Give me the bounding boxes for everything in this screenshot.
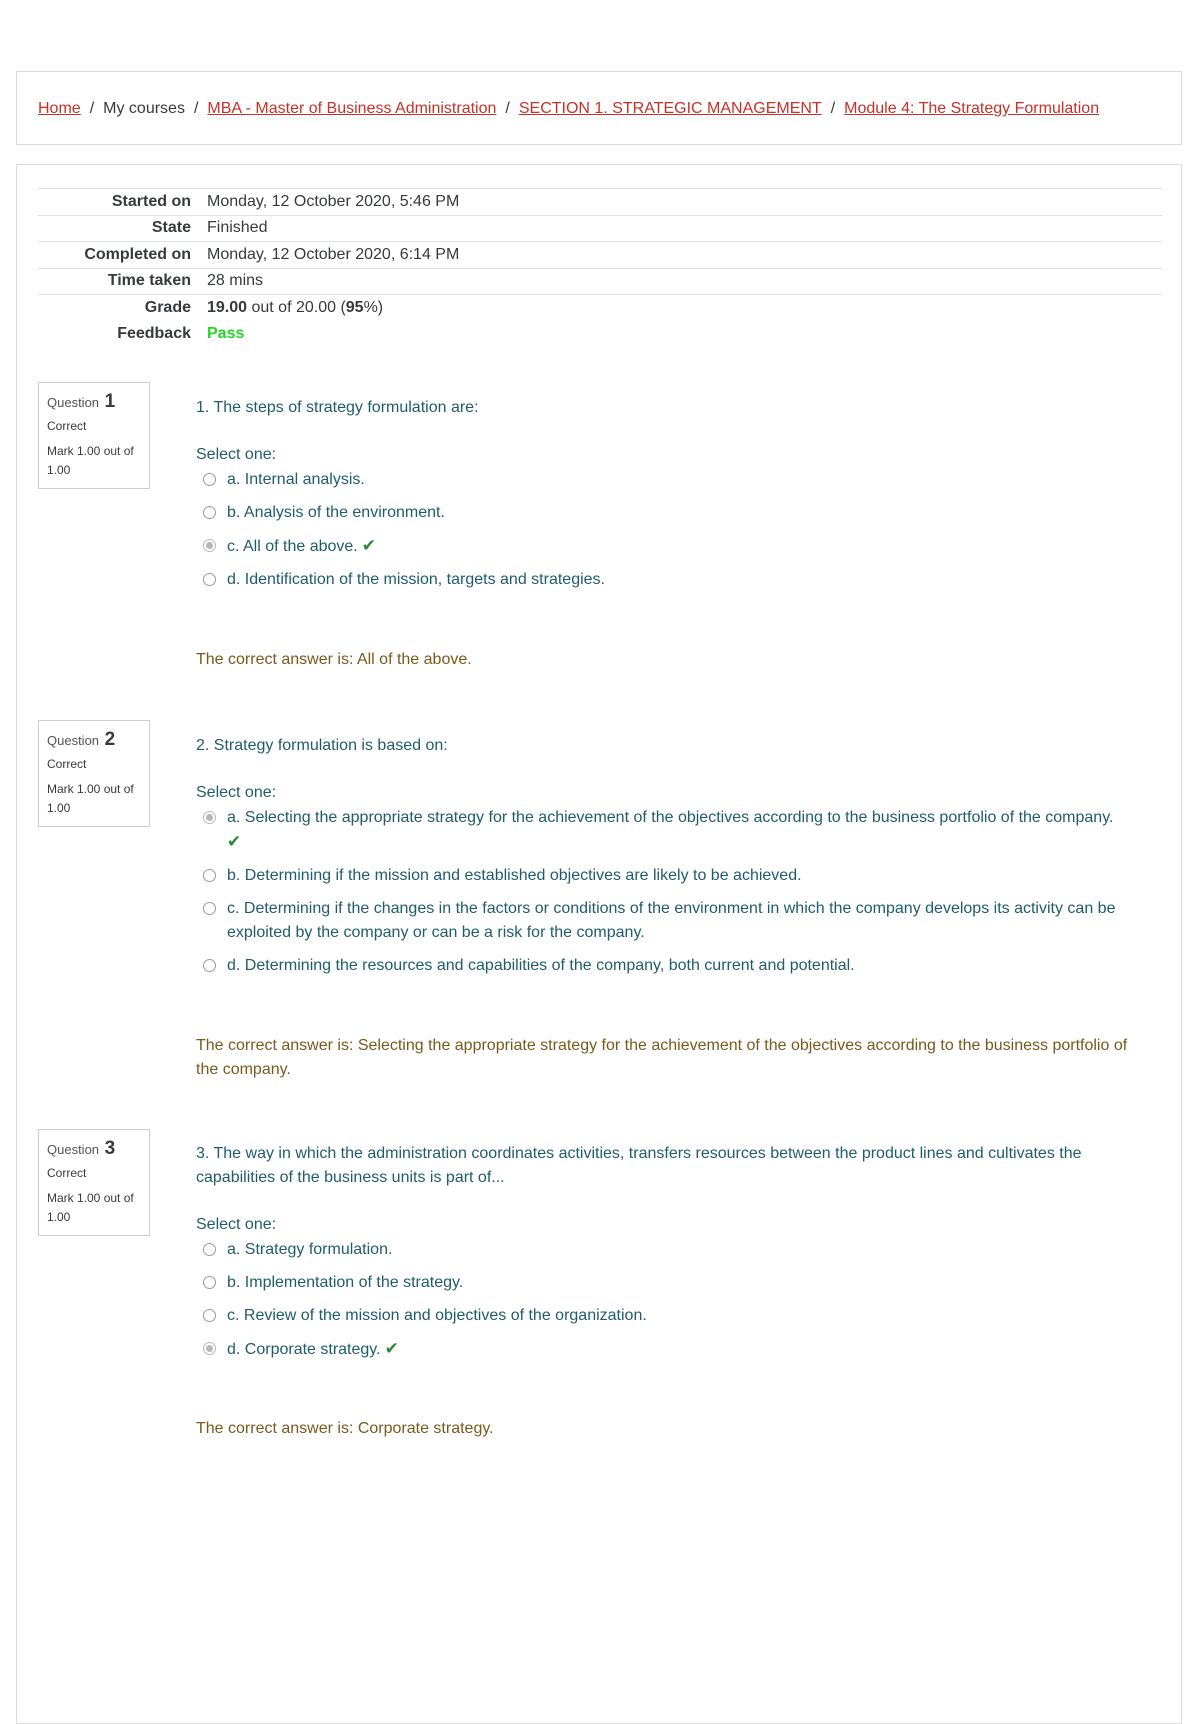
question-content-3 — [196, 1142, 1136, 1371]
radio-button[interactable] — [203, 869, 216, 882]
grade-rest: out of 20.00 ( — [247, 299, 346, 316]
answer-list — [196, 1238, 1136, 1362]
summary-row-time — [38, 268, 1162, 295]
question-label: Question — [47, 733, 100, 748]
correct-answer-feedback-3: The correct answer is: Corporate strategy. — [196, 1420, 494, 1437]
grade-value — [207, 295, 1162, 322]
answer-option[interactable] — [196, 1304, 1136, 1328]
grade-score: 19.00 — [207, 299, 248, 316]
answer-option[interactable] — [196, 468, 1136, 492]
answer-label: b. Determining if the mission and established objectives are likely to be achieved. — [227, 867, 802, 884]
correct-answer-feedback-1: The correct answer is: All of the above. — [196, 651, 472, 668]
breadcrumb-separator: / — [505, 100, 510, 117]
question-content-2 — [196, 734, 1136, 987]
select-one-prompt: Select one: — [196, 1216, 277, 1233]
radio-button[interactable] — [203, 1276, 216, 1289]
radio-button-selected[interactable] — [203, 1342, 216, 1355]
answer-list — [196, 806, 1136, 978]
question-info-2 — [38, 720, 150, 827]
answer-label: d. Corporate strategy. — [227, 1341, 381, 1358]
question-content-1 — [196, 396, 1136, 601]
radio-button[interactable] — [203, 473, 216, 486]
question-state: Correct — [47, 1166, 87, 1180]
question-state: Correct — [47, 419, 87, 433]
breadcrumb-bar — [16, 71, 1182, 145]
question-text: 3. The way in which the administration coordinates activities, transfers resources between the product lines and cultivates the capabilities of the business units is part of... — [196, 1145, 1082, 1186]
radio-button-selected[interactable] — [203, 539, 216, 552]
breadcrumb-my-courses: My courses — [103, 100, 185, 117]
answer-label: c. Determining if the changes in the factors or conditions of the environment in which the company develops its activity can be exploited by the company or can be a risk for the company. — [227, 900, 1116, 941]
answer-option[interactable] — [196, 568, 1136, 592]
summary-row-feedback — [38, 321, 1162, 348]
started-on-label: Started on — [38, 189, 207, 216]
select-one-prompt: Select one: — [196, 784, 277, 801]
correct-check-icon: ✔ — [361, 536, 376, 555]
answer-label: d. Determining the resources and capabilities of the company, both current and potential. — [227, 957, 855, 974]
answer-label: c. All of the above. — [227, 538, 358, 555]
question-info-1 — [38, 382, 150, 489]
question-state: Correct — [47, 757, 87, 771]
radio-button[interactable] — [203, 573, 216, 586]
answer-option[interactable] — [196, 1337, 1136, 1362]
grade-close: %) — [363, 299, 384, 316]
question-number-line — [47, 391, 141, 413]
question-number-line — [47, 729, 141, 751]
summary-row-state — [38, 215, 1162, 242]
correct-check-icon: ✔ — [227, 832, 242, 851]
answer-option[interactable] — [196, 897, 1136, 945]
question-label: Question — [47, 395, 100, 410]
radio-button[interactable] — [203, 506, 216, 519]
answer-option[interactable] — [196, 864, 1136, 888]
select-one-prompt: Select one: — [196, 446, 277, 463]
breadcrumb — [38, 100, 1099, 118]
answer-label: b. Analysis of the environment. — [227, 504, 445, 521]
answer-option[interactable] — [196, 534, 1136, 559]
radio-button[interactable] — [203, 1243, 216, 1256]
feedback-value: Pass — [207, 325, 245, 343]
breadcrumb-module-link[interactable]: Module 4: The Strategy Formulation — [844, 100, 1100, 117]
answer-label: a. Selecting the appropriate strategy for the achievement of the objectives according to the business portfolio of the company. — [227, 809, 1114, 826]
question-mark: Mark 1.00 out of 1.00 — [47, 444, 134, 477]
radio-button-selected[interactable] — [203, 811, 216, 824]
started-on-value: Monday, 12 October 2020, 5:46 PM — [207, 189, 1162, 216]
radio-button[interactable] — [203, 959, 216, 972]
answer-label: b. Implementation of the strategy. — [227, 1274, 464, 1291]
summary-row-grade — [38, 295, 1162, 322]
summary-row-started — [38, 189, 1162, 216]
breadcrumb-section-link[interactable]: SECTION 1. STRATEGIC MANAGEMENT — [518, 100, 822, 117]
question-number: 2 — [104, 729, 116, 750]
question-mark: Mark 1.00 out of 1.00 — [47, 782, 134, 815]
answer-label: a. Strategy formulation. — [227, 1241, 393, 1258]
time-taken-label: Time taken — [38, 268, 207, 295]
summary-row-completed — [38, 242, 1162, 269]
question-text: 1. The steps of strategy formulation are: — [196, 399, 479, 416]
feedback-label: Feedback — [117, 325, 191, 343]
time-taken-value: 28 mins — [207, 268, 1162, 295]
question-number: 1 — [104, 391, 116, 412]
correct-answer-feedback-2: The correct answer is: Selecting the appropriate strategy for the achievement of the objectives according to the business portfolio of the company. — [196, 1037, 1128, 1078]
breadcrumb-separator: / — [89, 100, 95, 117]
completed-on-label: Completed on — [38, 242, 207, 269]
radio-button[interactable] — [203, 902, 216, 915]
grade-label: Grade — [38, 295, 207, 322]
question-number: 3 — [104, 1138, 116, 1159]
breadcrumb-separator: / — [193, 100, 199, 117]
answer-option[interactable] — [196, 954, 1136, 978]
question-mark: Mark 1.00 out of 1.00 — [47, 1191, 134, 1224]
question-number-line — [47, 1138, 141, 1160]
grade-percent: 95 — [345, 299, 364, 316]
answer-label: a. Internal analysis. — [227, 471, 365, 488]
breadcrumb-separator: / — [830, 100, 836, 117]
answer-option[interactable] — [196, 501, 1136, 525]
completed-on-value: Monday, 12 October 2020, 6:14 PM — [207, 242, 1162, 269]
breadcrumb-home-link[interactable]: Home — [38, 100, 81, 117]
answer-option[interactable] — [196, 1238, 1136, 1262]
question-text: 2. Strategy formulation is based on: — [196, 737, 448, 754]
radio-button[interactable] — [203, 1309, 216, 1322]
state-label: State — [38, 215, 207, 242]
correct-check-icon: ✔ — [384, 1339, 399, 1358]
answer-option[interactable] — [196, 1271, 1136, 1295]
breadcrumb-course-link[interactable]: MBA - Master of Business Administration — [207, 100, 497, 117]
answer-label: c. Review of the mission and objectives of the organization. — [227, 1307, 647, 1324]
answer-option[interactable] — [196, 806, 1136, 855]
question-info-3 — [38, 1129, 150, 1236]
attempt-summary-table — [38, 188, 1162, 348]
question-label: Question — [47, 1142, 100, 1157]
answer-label: d. Identification of the mission, targets and strategies. — [227, 571, 605, 588]
answer-list — [196, 468, 1136, 592]
state-value: Finished — [207, 215, 1162, 242]
